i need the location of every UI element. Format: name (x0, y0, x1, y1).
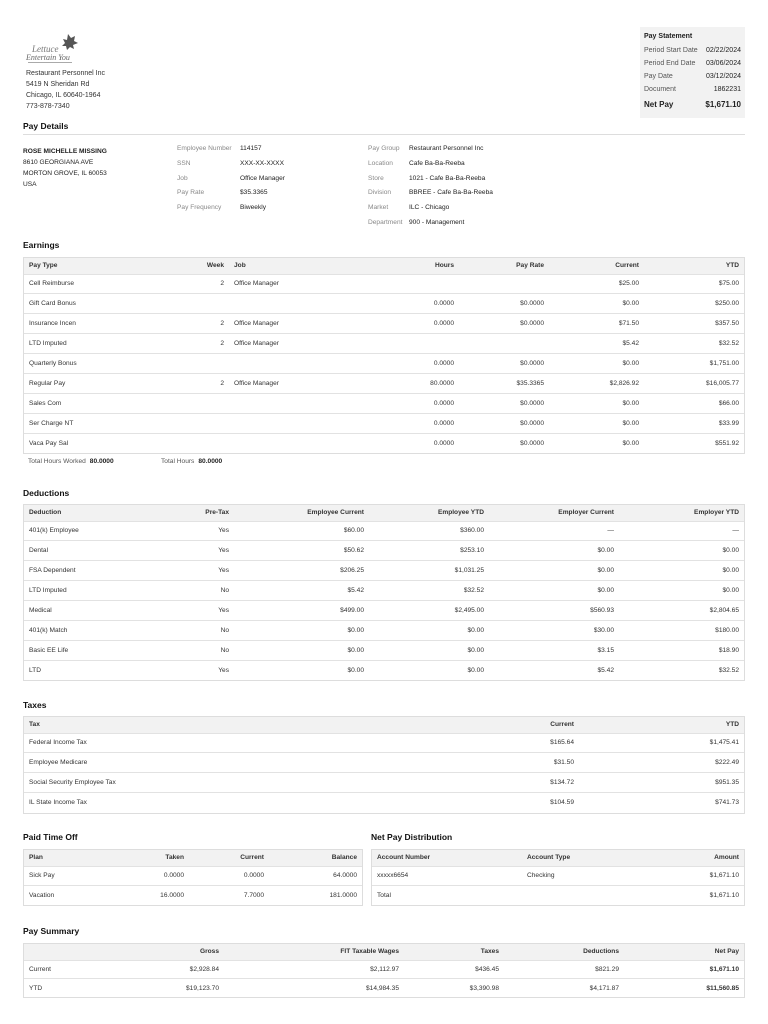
table-cell: 16.0000 (104, 886, 189, 906)
detail-label: SSN (177, 159, 191, 167)
column-header: Employer YTD (619, 505, 744, 521)
table-cell: Yes (154, 660, 234, 680)
table-cell: $253.10 (369, 541, 489, 561)
table-cell: $206.25 (234, 561, 369, 581)
pto-title: Paid Time Off (23, 832, 78, 842)
table-cell (174, 294, 229, 314)
table-cell (174, 413, 229, 433)
table-cell: 0.0000 (104, 866, 189, 886)
table-header-row (24, 944, 744, 960)
table-cell: $499.00 (234, 601, 369, 621)
column-header: Tax (24, 717, 434, 733)
detail-label: Market (368, 204, 389, 212)
table-cell: $551.92 (644, 433, 744, 453)
table-cell: $0.00 (619, 561, 744, 581)
table-cell (229, 294, 379, 314)
net-pay-distribution-title: Net Pay Distribution (371, 832, 453, 842)
table-cell (174, 433, 229, 453)
table-row (24, 561, 744, 581)
table-header-row (24, 505, 744, 521)
table-cell: $1,751.00 (644, 354, 744, 374)
column-header: Pay Type (24, 258, 174, 274)
table-cell: $0.00 (234, 620, 369, 640)
table-row (24, 393, 744, 413)
table-cell: Checking (522, 866, 652, 886)
detail-value: 900 - Management (409, 218, 465, 226)
table-row (24, 960, 744, 979)
table-cell: $1,671.10 (652, 866, 744, 886)
table-cell: 181.0000 (269, 886, 362, 906)
table-cell (229, 413, 379, 433)
table-cell: $0.0000 (459, 314, 549, 334)
table-row (372, 866, 744, 886)
table-cell: $14,984.35 (224, 979, 404, 998)
table-cell: $0.00 (234, 640, 369, 660)
table-cell (379, 334, 459, 354)
table-cell: Yes (154, 521, 234, 541)
total-hours-value: 80.0000 (198, 458, 223, 465)
table-cell: Office Manager (229, 274, 379, 294)
company-name: Restaurant Personnel Inc (26, 70, 105, 77)
table-cell: $0.0000 (459, 393, 549, 413)
table-row (24, 541, 744, 561)
table-cell: — (489, 521, 619, 541)
table-cell: $2,495.00 (369, 601, 489, 621)
table-cell: $0.0000 (459, 433, 549, 453)
table-cell: $35.3365 (459, 373, 549, 393)
column-header: Deduction (24, 505, 154, 521)
table-cell: $0.00 (369, 620, 489, 640)
table-row (24, 294, 744, 314)
table-row (24, 640, 744, 660)
detail-value: ILC - Chicago (409, 204, 450, 212)
table-header-row (24, 850, 362, 866)
table-cell: $60.00 (234, 521, 369, 541)
table-cell: $30.00 (489, 620, 619, 640)
detail-label: Location (368, 159, 393, 167)
table-row (24, 660, 744, 680)
table-row (24, 601, 744, 621)
pay-statement-box (640, 27, 745, 118)
statement-label: Pay Date (644, 73, 673, 80)
table-cell: 0.0000 (379, 314, 459, 334)
total-hours-worked-value: 80.0000 (89, 458, 114, 465)
column-header: YTD (579, 717, 744, 733)
table-cell: IL State Income Tax (24, 793, 434, 813)
table-cell: Office Manager (229, 314, 379, 334)
table-cell: 2 (174, 373, 229, 393)
table-cell: $0.00 (369, 640, 489, 660)
table-row (24, 274, 744, 294)
table-row (24, 866, 362, 886)
table-cell: $75.00 (644, 274, 744, 294)
svg-text:Entertain You: Entertain You (26, 53, 70, 62)
table-cell: 2 (174, 314, 229, 334)
table-cell: Sales Com (24, 393, 174, 413)
table-cell: $32.52 (369, 581, 489, 601)
table-row (24, 773, 744, 793)
svg-text:Lettuce: Lettuce (32, 44, 59, 54)
table-cell (229, 354, 379, 374)
table-cell: 0.0000 (379, 393, 459, 413)
net-pay-label: Net Pay (644, 100, 674, 109)
table-cell: FSA Dependent (24, 561, 154, 581)
table-cell: Vacation (24, 886, 104, 906)
table-cell: $0.00 (489, 541, 619, 561)
detail-value: Restaurant Personnel Inc (409, 145, 484, 152)
table-cell: $357.50 (644, 314, 744, 334)
table-row (24, 314, 744, 334)
net-pay-value: $1,671.10 (705, 100, 741, 109)
column-header: Amount (652, 850, 744, 866)
column-header (24, 944, 104, 960)
statement-row (644, 70, 741, 83)
table-cell: Quarterly Bonus (24, 354, 174, 374)
table-cell: Social Security Employee Tax (24, 773, 434, 793)
total-hours-label: Total Hours (161, 458, 195, 465)
statement-row (644, 83, 741, 96)
table-cell: No (154, 640, 234, 660)
table-cell: LTD Imputed (24, 581, 154, 601)
table-cell: $0.00 (369, 660, 489, 680)
table-cell: $16,005.77 (644, 373, 744, 393)
table-cell: $2,804.65 (619, 601, 744, 621)
employee-info (23, 146, 107, 190)
table-cell: Medical (24, 601, 154, 621)
net-pay-row (644, 98, 741, 111)
table-row (24, 793, 744, 813)
net-pay-distribution-table (371, 849, 745, 906)
table-cell: $741.73 (579, 793, 744, 813)
taxes-title: Taxes (23, 700, 47, 710)
pto-table (23, 849, 363, 906)
divider (23, 134, 745, 135)
column-header: Plan (24, 850, 104, 866)
table-cell: $19,123.70 (104, 979, 224, 998)
table-cell: Ser Charge NT (24, 413, 174, 433)
table-cell: Gift Card Bonus (24, 294, 174, 314)
detail-label: Department (368, 218, 403, 226)
column-header: Taken (104, 850, 189, 866)
detail-value: 114157 (240, 145, 262, 152)
column-header: Job (229, 258, 379, 274)
table-cell: — (619, 521, 744, 541)
table-cell: $66.00 (644, 393, 744, 413)
statement-row (644, 44, 741, 57)
table-cell: $2,112.97 (224, 960, 404, 979)
table-row (24, 521, 744, 541)
table-cell: $0.00 (549, 294, 644, 314)
table-cell: $50.62 (234, 541, 369, 561)
statement-label: Period End Date (644, 60, 696, 67)
detail-label: Pay Rate (177, 189, 205, 197)
pay-statement-title: Pay Statement (644, 33, 693, 40)
table-cell: $0.00 (619, 541, 744, 561)
table-cell: Current (24, 960, 104, 979)
column-header: Current (549, 258, 644, 274)
statement-value: 02/22/2024 (705, 47, 741, 54)
table-cell: $33.99 (644, 413, 744, 433)
detail-label: Employee Number (177, 145, 232, 152)
table-cell: $5.42 (234, 581, 369, 601)
table-cell: $0.00 (619, 581, 744, 601)
table-cell: $3,390.98 (404, 979, 504, 998)
table-cell (459, 334, 549, 354)
detail-label: Store (368, 174, 384, 182)
table-cell: $0.00 (489, 581, 619, 601)
column-header: Balance (269, 850, 362, 866)
table-cell: $2,928.84 (104, 960, 224, 979)
table-cell: Federal Income Tax (24, 733, 434, 753)
statement-row (644, 57, 741, 70)
table-cell: $0.0000 (459, 294, 549, 314)
table-row (372, 886, 744, 906)
pay-summary-title: Pay Summary (23, 926, 80, 936)
table-cell: $436.45 (404, 960, 504, 979)
employee-name: ROSE MICHELLE MISSING (23, 148, 107, 155)
column-header: FIT Taxable Wages (224, 944, 404, 960)
column-header: Current (434, 717, 579, 733)
table-cell: Insurance Incen (24, 314, 174, 334)
table-cell: $5.42 (549, 334, 644, 354)
table-row (24, 886, 362, 906)
table-cell: Vaca Pay Sal (24, 433, 174, 453)
statement-value: 03/06/2024 (705, 60, 741, 67)
column-header: Account Type (522, 850, 652, 866)
employee-details (177, 142, 285, 216)
detail-value: $35.3365 (240, 189, 268, 197)
table-cell (229, 433, 379, 453)
table-cell: Yes (154, 561, 234, 581)
table-cell: $165.64 (434, 733, 579, 753)
table-cell: $3.15 (489, 640, 619, 660)
table-row (24, 620, 744, 640)
table-cell: 7.7000 (189, 886, 269, 906)
column-header: Week (174, 258, 229, 274)
detail-value: Office Manager (240, 174, 285, 182)
table-cell: $5.42 (489, 660, 619, 680)
detail-value: BBREE - Cafe Ba-Ba-Reeba (409, 189, 493, 197)
statement-label: Period Start Date (644, 47, 698, 54)
table-cell: $31.50 (434, 753, 579, 773)
company-address (26, 68, 105, 112)
column-header: Pay Rate (459, 258, 549, 274)
table-cell: 0.0000 (379, 294, 459, 314)
table-cell: xxxxx6654 (372, 866, 522, 886)
table-cell: 2 (174, 334, 229, 354)
detail-label: Division (368, 189, 392, 197)
pay-summary-table (23, 943, 745, 998)
table-cell: $71.50 (549, 314, 644, 334)
table-cell: $1,475.41 (579, 733, 744, 753)
table-cell: Regular Pay (24, 373, 174, 393)
detail-label: Job (177, 174, 188, 182)
table-cell: $560.93 (489, 601, 619, 621)
table-cell: 0.0000 (379, 413, 459, 433)
table-row (24, 334, 744, 354)
table-cell: $360.00 (369, 521, 489, 541)
table-cell: $0.00 (549, 393, 644, 413)
table-cell: No (154, 620, 234, 640)
column-header: Gross (104, 944, 224, 960)
table-cell: Sick Pay (24, 866, 104, 886)
table-cell (174, 354, 229, 374)
table-cell: $250.00 (644, 294, 744, 314)
table-cell: $104.59 (434, 793, 579, 813)
total-hours-worked-label: Total Hours Worked (28, 458, 86, 465)
detail-label: Pay Frequency (177, 204, 222, 212)
table-row (24, 354, 744, 374)
deductions-table (23, 504, 745, 681)
table-cell: $32.52 (619, 660, 744, 680)
detail-value: Biweekly (240, 204, 267, 212)
table-cell: $0.0000 (459, 413, 549, 433)
table-cell: 0.0000 (379, 354, 459, 374)
table-cell: 0.0000 (379, 433, 459, 453)
table-cell (174, 393, 229, 413)
table-row (24, 733, 744, 753)
taxes-table (23, 716, 745, 814)
detail-value: 1021 - Cafe Ba-Ba-Reeba (409, 174, 486, 182)
table-cell: $2,826.92 (549, 373, 644, 393)
total-hours (161, 458, 222, 465)
table-header-row (24, 258, 744, 274)
table-cell (229, 393, 379, 413)
table-cell: $4,171.87 (504, 979, 624, 998)
table-cell: LTD (24, 660, 154, 680)
table-cell: YTD (24, 979, 104, 998)
employee-address-line1: 8610 GEORGIANA AVE (23, 159, 94, 166)
employee-country: USA (23, 181, 37, 188)
deductions-title: Deductions (23, 488, 70, 498)
detail-value: XXX-XX-XXXX (240, 159, 284, 167)
table-cell: $0.00 (549, 433, 644, 453)
table-row (24, 433, 744, 453)
table-cell: 401(k) Employee (24, 521, 154, 541)
table-cell: $951.35 (579, 773, 744, 793)
pay-details-title: Pay Details (23, 121, 69, 131)
table-cell: Total (372, 886, 522, 906)
table-row (24, 373, 744, 393)
statement-value: 1862231 (713, 86, 741, 93)
table-cell: $1,671.10 (624, 960, 744, 979)
table-cell: Office Manager (229, 373, 379, 393)
column-header: YTD (644, 258, 744, 274)
total-hours-worked (28, 458, 114, 465)
column-header: Taxes (404, 944, 504, 960)
column-header: Pre-Tax (154, 505, 234, 521)
column-header: Net Pay (624, 944, 744, 960)
table-cell: $0.00 (549, 354, 644, 374)
table-cell: $180.00 (619, 620, 744, 640)
column-header: Employee YTD (369, 505, 489, 521)
table-cell (522, 886, 652, 906)
employee-address-line2: MORTON GROVE, IL 60053 (23, 170, 107, 177)
statement-value: 03/12/2024 (705, 73, 741, 80)
table-cell: 401(k) Match (24, 620, 154, 640)
table-cell: $1,671.10 (652, 886, 744, 906)
table-cell: Employee Medicare (24, 753, 434, 773)
table-cell: $821.29 (504, 960, 624, 979)
table-cell: $25.00 (549, 274, 644, 294)
company-address-line2: Chicago, IL 60640-1964 (26, 92, 101, 99)
table-cell: 0.0000 (189, 866, 269, 886)
table-header-row (24, 717, 744, 733)
table-header-row (372, 850, 744, 866)
table-cell: No (154, 581, 234, 601)
table-cell: Yes (154, 601, 234, 621)
table-cell: 80.0000 (379, 373, 459, 393)
company-logo (24, 32, 86, 66)
table-cell: $1,031.25 (369, 561, 489, 581)
table-cell: $222.49 (579, 753, 744, 773)
table-cell: Cell Reimburse (24, 274, 174, 294)
column-header: Account Number (372, 850, 522, 866)
table-cell (459, 274, 549, 294)
table-cell: $0.00 (234, 660, 369, 680)
column-header: Employer Current (489, 505, 619, 521)
table-cell: 64.0000 (269, 866, 362, 886)
table-cell: Office Manager (229, 334, 379, 354)
earnings-table (23, 257, 745, 454)
column-header: Employee Current (234, 505, 369, 521)
table-row (24, 979, 744, 998)
table-cell: Dental (24, 541, 154, 561)
table-cell: $32.52 (644, 334, 744, 354)
column-header: Hours (379, 258, 459, 274)
table-cell (379, 274, 459, 294)
earnings-title: Earnings (23, 240, 60, 250)
table-cell: Yes (154, 541, 234, 561)
detail-value: Cafe Ba-Ba-Reeba (409, 159, 465, 167)
company-phone: 773-878-7340 (26, 103, 70, 110)
table-row (24, 413, 744, 433)
table-cell: 2 (174, 274, 229, 294)
table-row (24, 753, 744, 773)
table-cell: $18.90 (619, 640, 744, 660)
detail-label: Pay Group (368, 145, 400, 152)
statement-label: Document (644, 86, 676, 93)
table-cell: $134.72 (434, 773, 579, 793)
table-cell: $11,560.85 (624, 979, 744, 998)
table-cell: $0.0000 (459, 354, 549, 374)
table-row (24, 581, 744, 601)
assignment-details (368, 142, 493, 231)
table-cell: $0.00 (549, 413, 644, 433)
column-header: Current (189, 850, 269, 866)
table-cell: LTD Imputed (24, 334, 174, 354)
table-cell: $0.00 (489, 561, 619, 581)
table-cell: Basic EE Life (24, 640, 154, 660)
company-address-line1: 5419 N Sheridan Rd (26, 81, 90, 88)
column-header: Deductions (504, 944, 624, 960)
